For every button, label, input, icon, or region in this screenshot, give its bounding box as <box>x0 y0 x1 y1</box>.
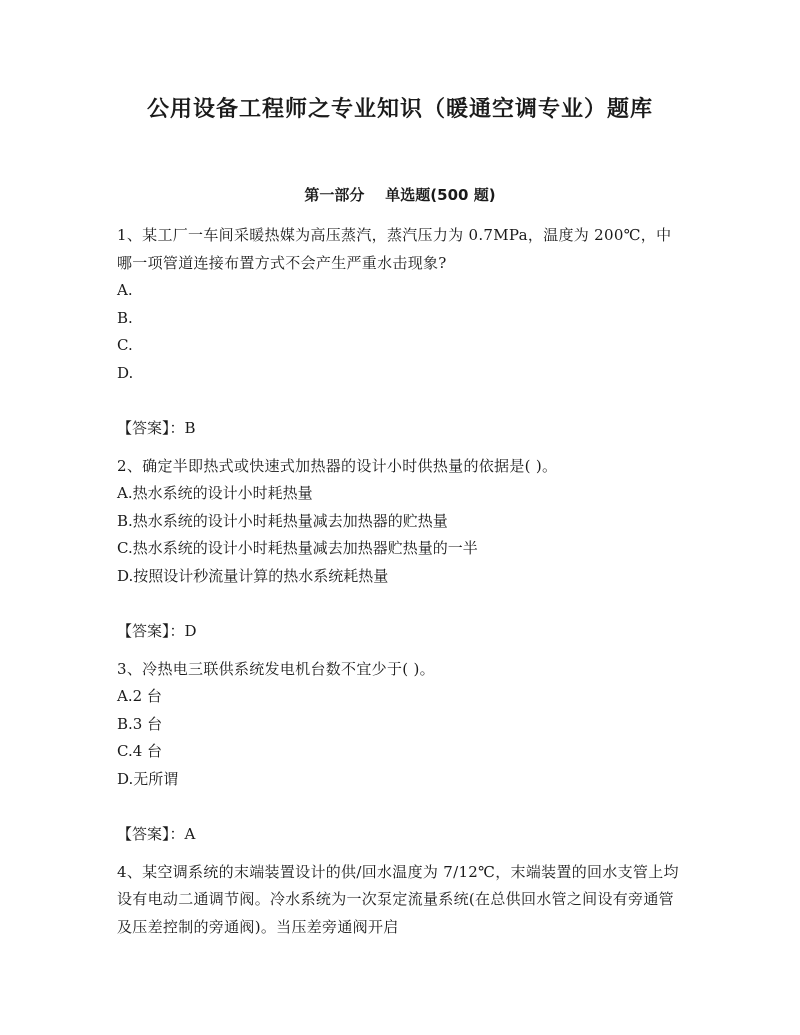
option-d: D.按照设计秒流量计算的热水系统耗热量 <box>117 566 389 585</box>
option-a: A. <box>117 281 133 299</box>
option-c: C. <box>117 336 133 354</box>
option-a: A.热水系统的设计小时耗热量 <box>117 484 313 502</box>
option-b: B.热水系统的设计小时耗热量减去加热器的贮热量 <box>117 511 448 530</box>
question-item <box>117 656 683 794</box>
question-item <box>117 222 683 387</box>
question-item <box>117 453 683 591</box>
option-d: D. <box>117 363 134 382</box>
section-title: 第一部分 单选题(500 题) <box>304 186 496 204</box>
answer-label: 【答案】： <box>117 419 185 437</box>
option-b: B. <box>117 308 133 327</box>
answer-value: A <box>184 825 196 843</box>
option-b: B.3 台 <box>117 714 163 733</box>
answer-label: 【答案】： <box>117 622 185 640</box>
question-text: 4、某空调系统的末端装置设计的供/回水温度为 7/12℃，末端装置的回水支管上均设有电动二通调节阀。冷水系统为一次泵定流量系统(在总供回水管之间设有旁通管及压差控制的旁通阀)。当压差旁通阀开启 <box>117 862 679 936</box>
document-title: 公用设备工程师之专业知识（暖通空调专业）题库 <box>146 97 653 122</box>
question-text: 2、确定半即热式或快速式加热器的设计小时供热量的依据是( )。 <box>117 456 558 475</box>
question-list <box>117 222 683 941</box>
option-c: C.热水系统的设计小时耗热量减去加热器贮热量的一半 <box>117 539 478 557</box>
option-d: D.无所谓 <box>117 769 179 788</box>
answer-line <box>117 618 683 646</box>
answer-label: 【答案】： <box>117 825 185 843</box>
question-text: 1、某工厂一车间采暖热媒为高压蒸汽，蒸汽压力为 0.7MPa，温度为 200℃，中哪一项管道连接布置方式不会产生严重水击现象? <box>117 226 672 272</box>
answer-line <box>117 415 683 443</box>
question-text: 3、冷热电三联供系统发电机台数不宜少于( )。 <box>117 659 435 678</box>
answer-value: B <box>184 419 196 437</box>
question-item <box>117 859 683 942</box>
option-c: C.4 台 <box>117 742 163 760</box>
answer-line <box>117 821 683 849</box>
option-a: A.2 台 <box>117 687 162 705</box>
answer-value: D <box>184 622 197 640</box>
